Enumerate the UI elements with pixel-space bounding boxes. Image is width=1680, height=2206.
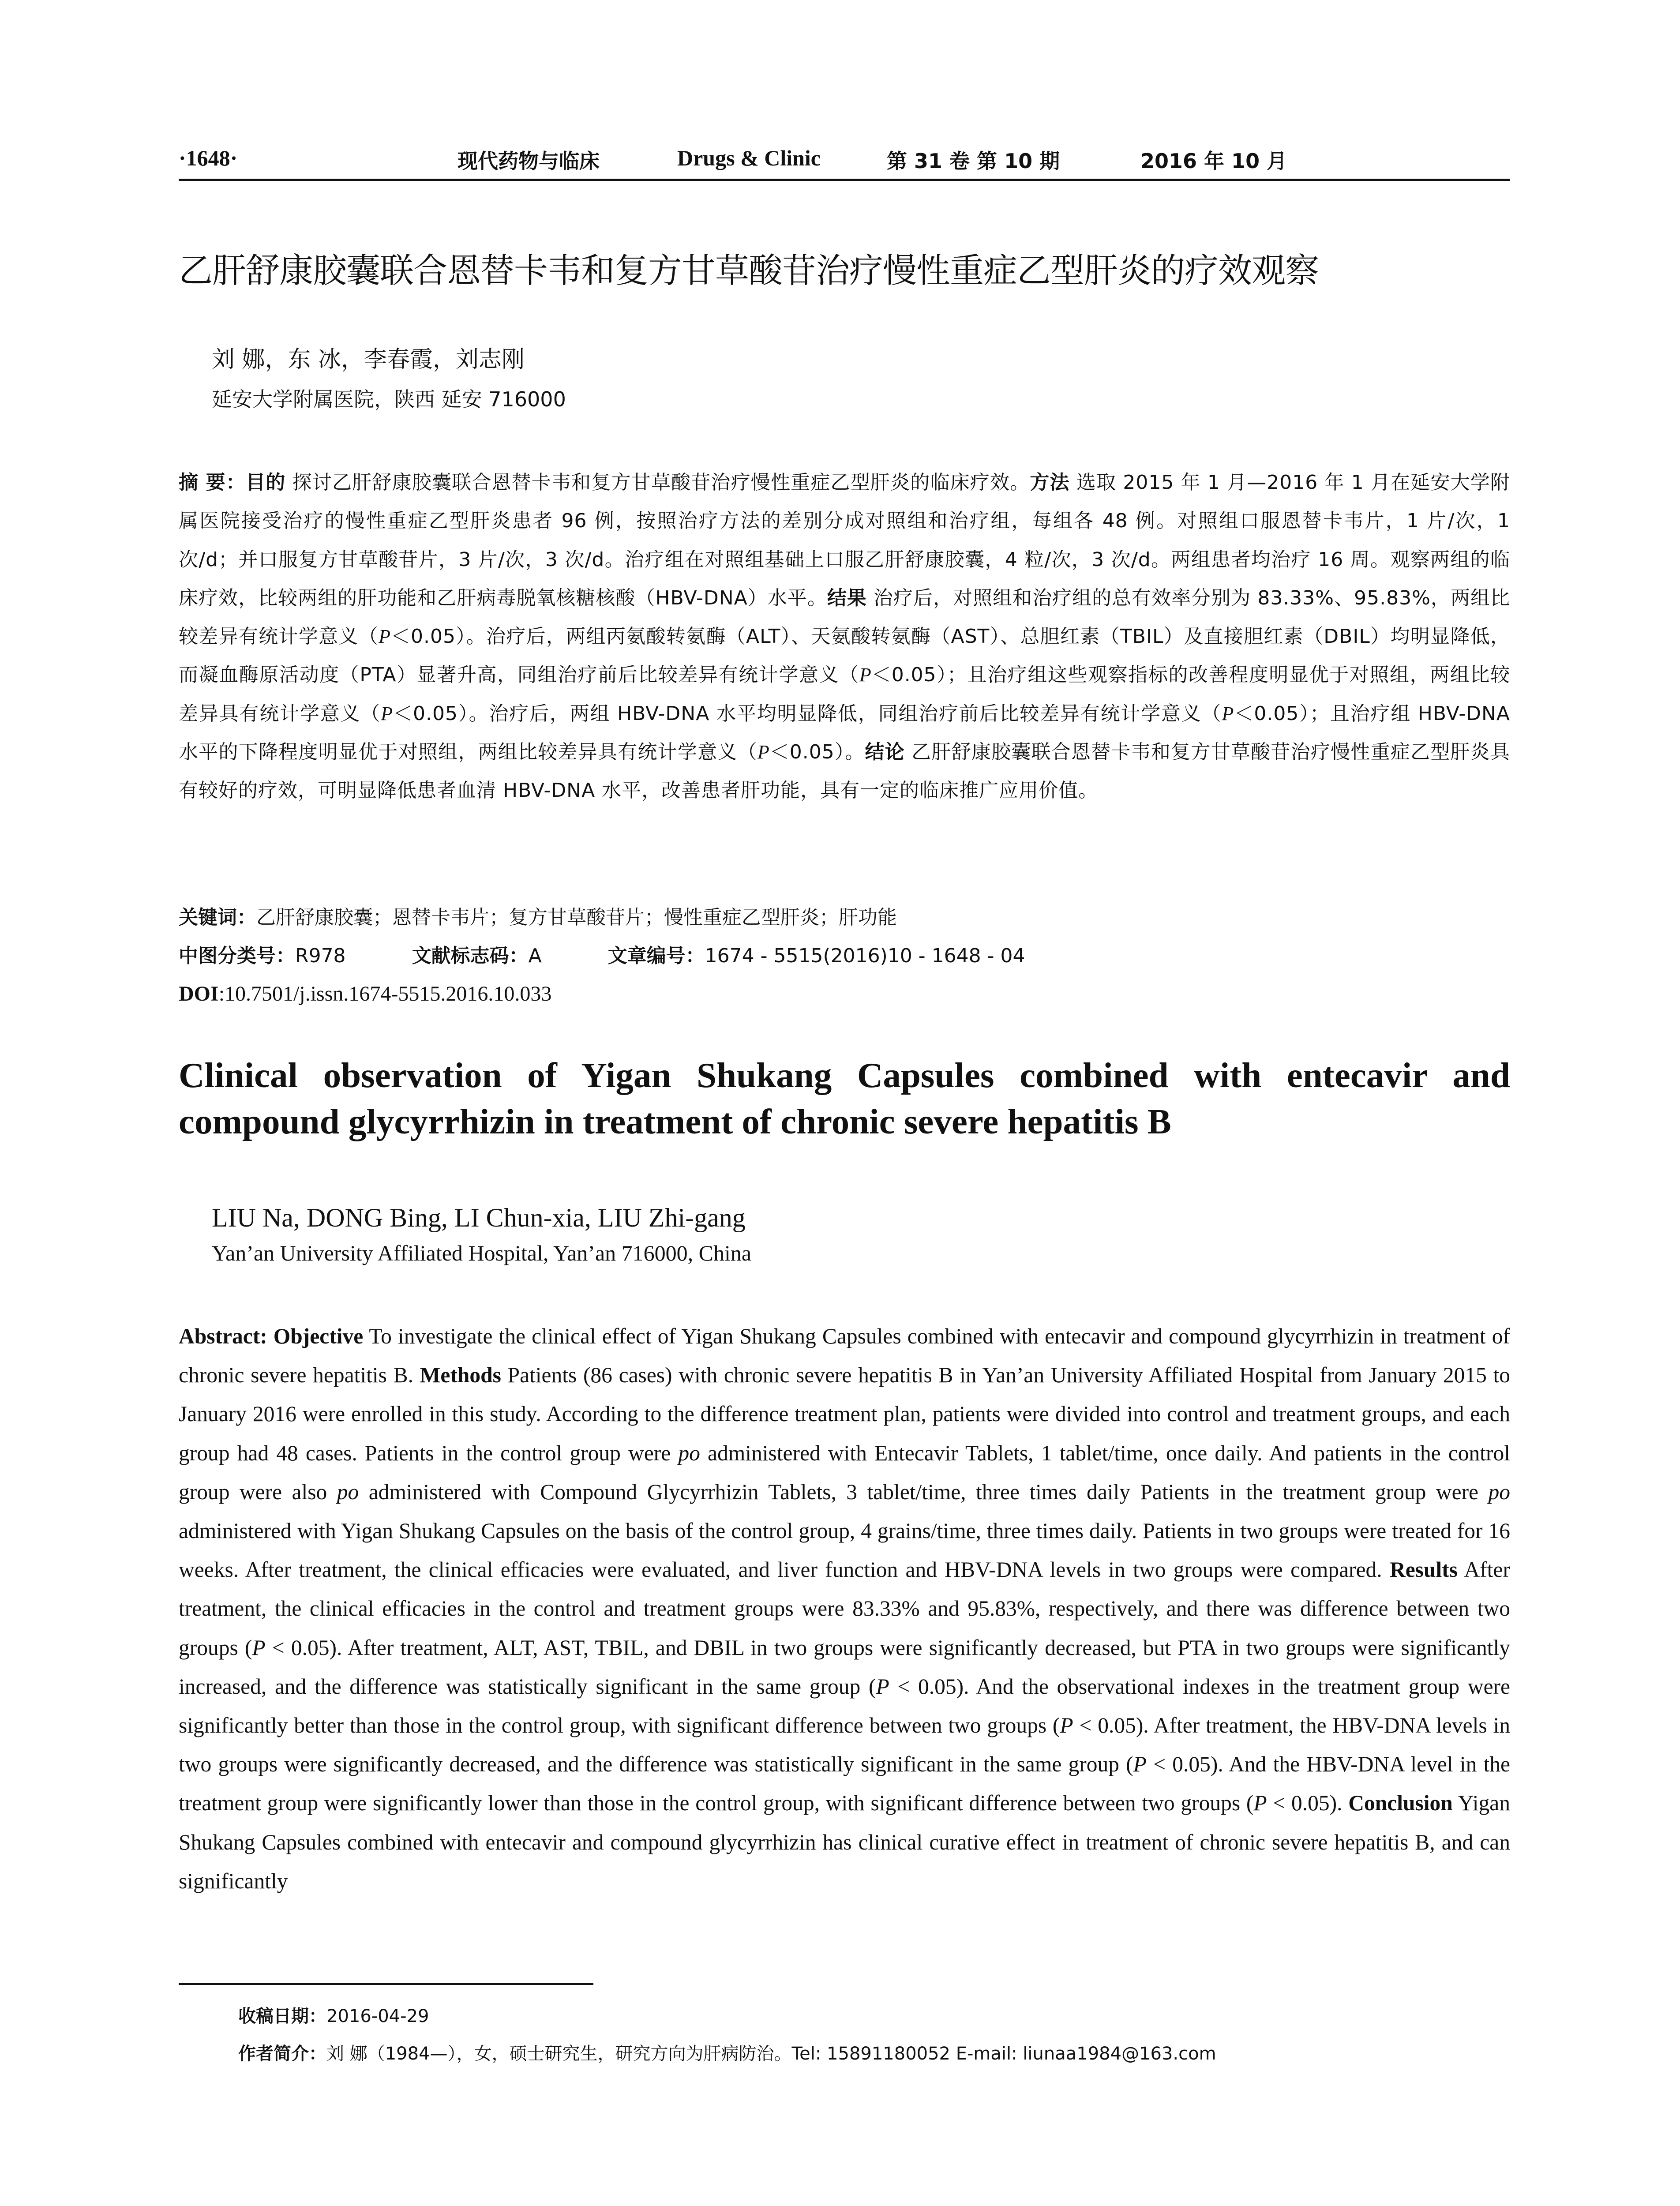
results-text-cn: ＜0.05）；且治疗组这些观察指标的改善程度明显优于对照组，两组比较差异具有统计学意义（ xyxy=(179,664,1510,725)
p-symbol: P xyxy=(379,626,391,648)
results-text-cn: ＜0.05）。 xyxy=(769,741,865,764)
methods-label-en: Methods xyxy=(420,1363,501,1388)
methods-label-cn: 方法 xyxy=(1030,471,1070,494)
author-bio-text: 刘 娜（1984—），女，硕士研究生，研究方向为肝病防治。Tel: 15891180052 E-mail: liunaa1984@163.com xyxy=(326,2044,1216,2064)
conclusion-label-en: Conclusion xyxy=(1348,1791,1453,1816)
abstract-label-cn: 摘 要： xyxy=(179,471,246,494)
results-text-cn: 治疗后，对照组和治疗组的总有效率分别为 83.33%、95.83%，两组比较差异有统计学意义（ xyxy=(179,586,1510,648)
paper-title-cn: 乙肝舒康胶囊联合恩替卡韦和复方甘草酸苷治疗慢性重症乙型肝炎的疗效观察 xyxy=(179,251,1319,291)
volume-issue: 第 31 卷 第 10 期 xyxy=(887,149,1060,173)
methods-text-en: administered with Yigan Shukang Capsules on the basis of the control group, 4 grains/time, three times daily. Patients in two groups were treated for 16 weeks. After treatment, the clinical efficacies were evaluated, and liver function and HBV-DNA levels in two groups were compared. xyxy=(179,1519,1510,1582)
article-no-label: 文章编号： xyxy=(608,945,705,967)
author-bio-label: 作者简介： xyxy=(238,2044,326,2064)
authors-cn: 刘 娜，东 冰，李春霞，刘志刚 xyxy=(212,346,525,373)
objective-text-en: To investigate the clinical effect of Yigan Shukang Capsules combined with entecavir and compound glycyrrhizin in treatment of chronic severe hepatitis B. xyxy=(179,1324,1510,1388)
received-date xyxy=(238,2001,1562,2032)
methods-text-en: administered with Compound Glycyrrhizin Tablets, 3 tablet/time, three times daily Patients in the treatment group were xyxy=(359,1479,1489,1504)
author-bio xyxy=(238,2038,1562,2069)
keywords-cn xyxy=(179,900,1510,935)
results-text-en: After treatment, the clinical efficacies in the control and treatment groups were 83.33% and 95.83%, respectively, and there was difference between two groups ( xyxy=(179,1557,1510,1660)
results-text-cn: ＜0.05）。治疗后，两组 HBV-DNA 水平均明显降低，同组治疗前后比较差异有统计学意义（ xyxy=(393,702,1222,725)
conclusion-text-cn: 乙肝舒康胶囊联合恩替卡韦和复方甘草酸苷治疗慢性重症乙型肝炎具有较好的疗效，可明显降低患者血清 HBV-DNA 水平，改善患者肝功能，具有一定的临床推广应用价值。 xyxy=(179,741,1511,802)
article-number xyxy=(608,938,1025,974)
journal-name-cn: 现代药物与临床 xyxy=(458,149,600,173)
methods-text-en: administered with Entecavir Tablets, 1 tablet/time, once daily. And patients in the control group were also xyxy=(179,1441,1510,1504)
p-symbol: P xyxy=(1222,702,1234,724)
objective-text-cn: 探讨乙肝舒康胶囊联合恩替卡韦和复方甘草酸苷治疗慢性重症乙型肝炎的临床疗效。 xyxy=(285,471,1030,494)
objective-label-cn: 目的 xyxy=(246,471,286,494)
results-label-cn: 结果 xyxy=(827,586,867,609)
classification-number xyxy=(179,938,346,974)
doi-value: :10.7501/j.issn.1674-5515.2016.10.033 xyxy=(218,982,552,1005)
p-symbol: P xyxy=(1253,1791,1267,1816)
running-header xyxy=(179,143,1510,181)
p-symbol: P xyxy=(1060,1713,1073,1738)
results-text-cn: ＜0.05）；且治疗组 HBV-DNA 水平的下降程度明显优于对照组，两组比较差异具有统计学意义（ xyxy=(179,702,1511,764)
affiliation-cn: 延安大学附属医院，陕西 延安 716000 xyxy=(212,387,566,411)
authors-en: LIU Na, DONG Bing, LI Chun-xia, LIU Zhi-gang xyxy=(212,1203,746,1232)
results-text-en: < 0.05). And the observational indexes in the treatment group were significantly better than those in the control group, with significant difference between two groups ( xyxy=(179,1674,1510,1738)
p-symbol: P xyxy=(381,702,394,724)
p-symbol: P xyxy=(859,664,872,686)
page-number: ·1648· xyxy=(179,146,238,170)
results-text-en: < 0.05). After treatment, the HBV-DNA levels in two groups were significantly decreased, and the difference was statistically significant in the same group ( xyxy=(179,1713,1510,1777)
keywords-text: 乙肝舒康胶囊；恩替卡韦片；复方甘草酸苷片；慢性重症乙型肝炎；肝功能 xyxy=(256,906,897,929)
methods-text-en: Patients (86 cases) with chronic severe hepatitis B in Yan’an University Affiliated Hospital from January 2015 to January 2016 were enrolled in this study. According to the difference treatment plan, patients were divided into control and treatment groups, and each group had 48 cases. Patients in the control group were xyxy=(179,1363,1510,1465)
p-symbol: P xyxy=(252,1635,266,1660)
results-text-en: < 0.05). After treatment, ALT, AST, TBIL, and DBIL in two groups were significantly decreased, but PTA in two groups were significantly increased, and the difference was statistically significant in the same group ( xyxy=(179,1635,1510,1699)
classification-label: 中图分类号： xyxy=(179,945,295,967)
po-abbrev: po xyxy=(678,1441,700,1465)
paper-title-en: Clinical observation of Yigan Shukang Capsules combined with entecavir and compound glycyrrhizin in treatment of chronic severe hepatitis B xyxy=(179,1055,1510,1141)
journal-name-en: Drugs & Clinic xyxy=(677,146,821,170)
footnote-divider xyxy=(179,1983,593,1985)
conclusion-text-en: Yigan Shukang Capsules combined with entecavir and compound glycyrrhizin has clinical curative effect in treatment of chronic severe hepatitis B, and can significantly xyxy=(179,1791,1511,1893)
methods-text-cn: 选取 2015 年 1 月—2016 年 1 月在延安大学附属医院接受治疗的慢性重症乙型肝炎患者 96 例，按照治疗方法的差别分成对照组和治疗组，每组各 48 例。对照组口服恩替卡韦片，1 片/次，1 次/d；并口服复方甘草酸苷片，3 片/次，3 次/d。治疗组在对照组基础上口服乙肝舒康胶囊，4 粒/次，3 次/d。两组患者均治疗 16 周。观察两组的临床疗效，比较两组的肝功能和乙肝病毒脱氧核糖核酸（HBV-DNA）水平。 xyxy=(179,471,1511,609)
doc-code-value: A xyxy=(528,945,542,967)
abstract-cn xyxy=(179,463,1510,810)
received-label: 收稿日期： xyxy=(238,2006,326,2026)
conclusion-label-cn: 结论 xyxy=(865,741,905,764)
doc-code-label: 文献标志码： xyxy=(412,945,529,967)
classification-line xyxy=(179,938,1510,974)
article-no-value: 1674 - 5515(2016)10 - 1648 - 04 xyxy=(705,945,1025,967)
issue-date: 2016 年 10 月 xyxy=(1140,149,1287,173)
abstract-en xyxy=(179,1317,1510,1901)
po-abbrev: po xyxy=(337,1479,359,1504)
results-text-cn: ＜0.05）。治疗后，两组丙氨酸转氨酶（ALT）、天氨酸转氨酶（AST）、总胆红素（TBIL）及直接胆红素（DBIL）均明显降低，而凝血酶原活动度（PTA）显著升高，同组治疗前后比较差异有统计学意义（ xyxy=(179,625,1511,687)
classification-value: R978 xyxy=(295,945,346,967)
document-code xyxy=(412,938,542,974)
affiliation-en: Yan’an University Affiliated Hospital, Yan’an 716000, China xyxy=(212,1241,752,1265)
po-abbrev: po xyxy=(1488,1479,1510,1504)
doi-label: DOI xyxy=(179,982,219,1005)
p-symbol: P xyxy=(757,741,770,763)
results-text-en: < 0.05). xyxy=(1267,1791,1349,1816)
abstract-label-en: Abstract: Objective xyxy=(179,1324,364,1348)
p-symbol: P xyxy=(876,1674,889,1699)
p-symbol: P xyxy=(1133,1752,1147,1777)
doi-line xyxy=(179,976,1510,1012)
keywords-label: 关键词： xyxy=(179,906,256,929)
received-value: 2016-04-29 xyxy=(326,2006,429,2026)
results-label-en: Results xyxy=(1389,1557,1458,1582)
results-text-en: < 0.05). And the HBV-DNA level in the treatment group were significantly lower than those in the control group, with significant difference between two groups ( xyxy=(179,1752,1510,1816)
